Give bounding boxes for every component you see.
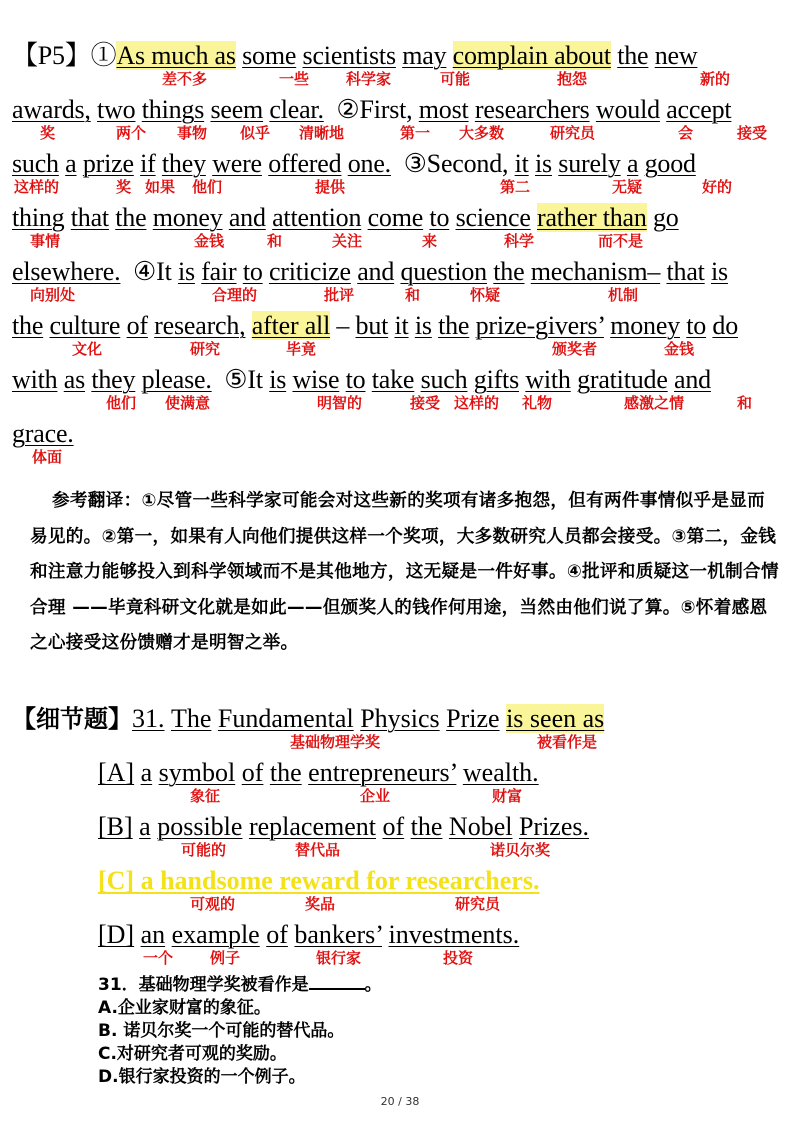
passage-word: ④It bbox=[133, 257, 172, 286]
gloss-annotation: 差不多 bbox=[162, 70, 208, 88]
gloss-annotation: 可能 bbox=[440, 70, 471, 88]
gloss-annotation: 可观的 bbox=[190, 895, 236, 913]
question-word: the bbox=[269, 758, 302, 787]
question-word: [B] bbox=[98, 812, 133, 841]
passage-word: prize bbox=[82, 149, 134, 178]
gloss-annotation: 机制 bbox=[608, 286, 639, 304]
passage-word: accept bbox=[666, 95, 732, 124]
passage-word: the bbox=[115, 203, 147, 232]
gloss-annotation: 被看作是 bbox=[537, 733, 598, 751]
passage-word: gifts bbox=[473, 365, 519, 394]
passage-word: but bbox=[355, 311, 389, 340]
passage-word: new bbox=[654, 41, 698, 70]
passage-english-text bbox=[12, 308, 738, 344]
passage-word: do bbox=[712, 311, 739, 340]
passage-word: seem bbox=[210, 95, 264, 124]
passage-word: were bbox=[212, 149, 262, 178]
passage-word: they bbox=[161, 149, 206, 178]
passage-word: two bbox=[97, 95, 136, 124]
gloss-annotation: 和 bbox=[737, 394, 753, 412]
passage-word: to bbox=[686, 311, 707, 340]
gloss-annotation: 清晰地 bbox=[299, 124, 345, 142]
question-english-text bbox=[98, 755, 539, 791]
gloss-annotation: 明智的 bbox=[317, 394, 363, 412]
passage-word: 【P5】 bbox=[12, 41, 91, 70]
gloss-annotation: 颁奖者 bbox=[552, 340, 598, 358]
passage-word: grace. bbox=[12, 419, 74, 448]
passage-word: with bbox=[525, 365, 571, 394]
translation-label: 参考翻译： bbox=[52, 491, 142, 511]
gloss-annotation: 和 bbox=[405, 286, 421, 304]
gloss-annotation: 和 bbox=[267, 232, 283, 250]
gloss-annotation: 银行家 bbox=[316, 949, 362, 967]
gloss-annotation: 金钱 bbox=[194, 232, 225, 250]
question-word: researchers. bbox=[405, 866, 540, 895]
passage-word: scientists bbox=[302, 41, 396, 70]
passage-word: ③Second, bbox=[403, 149, 509, 178]
passage-word: awards, bbox=[12, 95, 91, 124]
gloss-annotation: 如果 bbox=[145, 178, 176, 196]
question-word: Prizes. bbox=[518, 812, 590, 841]
passage-word: is bbox=[177, 257, 195, 286]
passage-word: gratitude bbox=[577, 365, 668, 394]
gloss-annotation: 关注 bbox=[332, 232, 363, 250]
space bbox=[120, 257, 133, 286]
cn-question-stem bbox=[98, 972, 698, 997]
correct-answer-text bbox=[98, 866, 539, 895]
gloss-annotation: 会 bbox=[678, 124, 694, 142]
passage-line bbox=[12, 362, 790, 416]
gloss-annotation: 事情 bbox=[30, 232, 61, 250]
gloss-annotation: 接受 bbox=[737, 124, 768, 142]
gloss-annotation: 这样的 bbox=[454, 394, 500, 412]
gloss-annotation: 奖品 bbox=[305, 895, 336, 913]
passage-word: as bbox=[63, 365, 86, 394]
gloss-annotation: 他们 bbox=[192, 178, 223, 196]
passage-line bbox=[12, 92, 790, 146]
question-word: a bbox=[140, 758, 153, 787]
passage-word: if bbox=[140, 149, 156, 178]
gloss-annotation: 财富 bbox=[492, 787, 523, 805]
gloss-annotation: 礼物 bbox=[522, 394, 553, 412]
passage-word: that bbox=[666, 257, 705, 286]
gloss-annotation: 无疑 bbox=[612, 178, 643, 196]
reference-translation bbox=[30, 484, 782, 662]
gloss-annotation: 替代品 bbox=[295, 841, 341, 859]
gloss-annotation: 研究 bbox=[190, 340, 221, 358]
gloss-annotation: 科学家 bbox=[346, 70, 392, 88]
question-word: Nobel bbox=[448, 812, 513, 841]
passage-word: question bbox=[400, 257, 487, 286]
passage-word: to bbox=[345, 365, 366, 394]
passage-word: to bbox=[242, 257, 263, 286]
gloss-annotation: 他们 bbox=[106, 394, 137, 412]
page-number: 20 / 38 bbox=[380, 1095, 420, 1108]
space bbox=[212, 365, 225, 394]
passage-word: after all bbox=[251, 311, 331, 340]
passage-word: one. bbox=[347, 149, 391, 178]
passage-word: to bbox=[429, 203, 450, 232]
question-word: Physics bbox=[360, 704, 440, 733]
passage-line bbox=[12, 38, 790, 92]
passage-word: elsewhere. bbox=[12, 257, 121, 286]
passage-word: money bbox=[152, 203, 223, 232]
passage-word: and bbox=[673, 365, 711, 394]
cn-stem-text: 31．基础物理学奖被看作是 bbox=[98, 975, 309, 995]
question-word: handsome bbox=[160, 866, 273, 895]
passage-word: a bbox=[65, 149, 77, 178]
passage-word: is bbox=[414, 311, 432, 340]
question-word: [A] bbox=[98, 758, 135, 787]
passage-word: prize-givers’ bbox=[475, 311, 604, 340]
passage-line bbox=[12, 416, 790, 470]
cn-option-c: C.对研究者可观的奖励。 bbox=[98, 1044, 287, 1064]
passage-word: ① bbox=[90, 41, 117, 70]
gloss-annotation: 使满意 bbox=[165, 394, 211, 412]
passage-word: that bbox=[70, 203, 109, 232]
passage-word: go bbox=[652, 203, 679, 232]
question-type-tag: 【细节题】 bbox=[12, 705, 132, 733]
passage-word: a bbox=[626, 149, 639, 178]
passage-word: they bbox=[91, 365, 136, 394]
cn-option-a: A.企业家财富的象征。 bbox=[98, 998, 271, 1018]
passage-word: thing bbox=[12, 203, 65, 232]
passage-word: science bbox=[455, 203, 531, 232]
question-word: example bbox=[171, 920, 260, 949]
gloss-annotation: 例子 bbox=[210, 949, 241, 967]
cn-option-b: B. 诺贝尔奖一个可能的替代品。 bbox=[98, 1021, 345, 1041]
cn-option-d: D.银行家投资的一个例子。 bbox=[98, 1067, 306, 1087]
question-word: [C] bbox=[98, 866, 135, 895]
gloss-annotation: 新的 bbox=[700, 70, 731, 88]
gloss-annotation: 抱怨 bbox=[557, 70, 588, 88]
gloss-annotation: 企业 bbox=[360, 787, 391, 805]
passage-word: clear. bbox=[269, 95, 324, 124]
gloss-annotation: 基础物理学奖 bbox=[290, 733, 381, 751]
gloss-annotation: 体面 bbox=[32, 448, 63, 466]
passage-word: fair bbox=[201, 257, 237, 286]
question-word: of bbox=[266, 920, 288, 949]
gloss-annotation: 而不是 bbox=[598, 232, 644, 250]
passage-word: researchers bbox=[474, 95, 590, 124]
gloss-annotation: 研究员 bbox=[455, 895, 501, 913]
question-word: reward bbox=[279, 866, 360, 895]
question-word: 31. bbox=[132, 704, 165, 733]
passage-word: complain about bbox=[452, 41, 611, 70]
passage-line bbox=[12, 146, 790, 200]
passage-word: – bbox=[336, 311, 350, 340]
gloss-annotation: 似乎 bbox=[240, 124, 271, 142]
gloss-annotation: 科学 bbox=[504, 232, 535, 250]
space bbox=[446, 41, 452, 70]
chinese-question bbox=[98, 972, 698, 1089]
english-passage bbox=[12, 38, 790, 470]
gloss-annotation: 来 bbox=[422, 232, 438, 250]
passage-word: wise bbox=[292, 365, 340, 394]
passage-word: it bbox=[394, 311, 409, 340]
passage-english-text bbox=[12, 146, 696, 182]
passage-word: culture bbox=[49, 311, 121, 340]
gloss-annotation: 两个 bbox=[116, 124, 147, 142]
question-word: wealth. bbox=[462, 758, 539, 787]
passage-word: attention bbox=[272, 203, 362, 232]
gloss-annotation: 象征 bbox=[190, 787, 221, 805]
gloss-annotation: 怀疑 bbox=[470, 286, 501, 304]
cn-stem-end: 。 bbox=[364, 975, 382, 995]
space bbox=[324, 95, 337, 124]
passage-word: with bbox=[12, 365, 58, 394]
passage-word: may bbox=[402, 41, 447, 70]
passage-line bbox=[12, 200, 790, 254]
gloss-annotation: 批评 bbox=[324, 286, 355, 304]
passage-word: ⑤It bbox=[224, 365, 263, 394]
gloss-annotation: 奖 bbox=[116, 178, 132, 196]
passage-word: the bbox=[12, 311, 44, 340]
passage-word: is bbox=[269, 365, 287, 394]
question-word: is seen as bbox=[506, 704, 605, 733]
question-word: of bbox=[241, 758, 264, 787]
gloss-annotation: 文化 bbox=[72, 340, 103, 358]
gloss-annotation: 诺贝尔奖 bbox=[490, 841, 551, 859]
passage-word: the bbox=[493, 257, 525, 286]
gloss-annotation: 投资 bbox=[443, 949, 474, 967]
gloss-annotation: 毕竟 bbox=[286, 340, 317, 358]
passage-word: such bbox=[420, 365, 468, 394]
passage-word: things bbox=[141, 95, 205, 124]
passage-word: research, bbox=[154, 311, 246, 340]
answer-blank bbox=[309, 972, 365, 990]
question-word: The bbox=[171, 704, 212, 733]
question-word: replacement bbox=[248, 812, 376, 841]
gloss-annotation: 第一 bbox=[400, 124, 431, 142]
passage-word: some bbox=[242, 41, 297, 70]
passage-word: would bbox=[595, 95, 660, 124]
passage-word: offered bbox=[268, 149, 342, 178]
passage-word: mechanism– bbox=[530, 257, 661, 286]
space bbox=[245, 311, 251, 340]
question-word: investments. bbox=[388, 920, 520, 949]
question-word: symbol bbox=[158, 758, 236, 787]
passage-word: ②First, bbox=[336, 95, 413, 124]
gloss-annotation: 向别处 bbox=[30, 286, 76, 304]
passage-word: good bbox=[644, 149, 696, 178]
passage-word: the bbox=[617, 41, 649, 70]
option-text bbox=[98, 920, 519, 949]
question-word: [D] bbox=[98, 920, 135, 949]
gloss-annotation: 大多数 bbox=[459, 124, 505, 142]
passage-word: rather than bbox=[536, 203, 647, 232]
passage-word: please. bbox=[141, 365, 212, 394]
gloss-annotation: 合理的 bbox=[212, 286, 258, 304]
gloss-annotation: 一些 bbox=[279, 70, 310, 88]
gloss-annotation: 感激之情 bbox=[624, 394, 685, 412]
passage-word: most bbox=[418, 95, 469, 124]
passage-line bbox=[12, 254, 790, 308]
passage-word: it bbox=[514, 149, 529, 178]
option-text bbox=[98, 812, 589, 841]
question-word: for bbox=[366, 866, 399, 895]
passage-word: money bbox=[610, 311, 680, 340]
question-word: possible bbox=[157, 812, 243, 841]
gloss-annotation: 研究员 bbox=[550, 124, 596, 142]
question-word: the bbox=[410, 812, 443, 841]
passage-word: surely bbox=[558, 149, 621, 178]
gloss-annotation: 可能的 bbox=[181, 841, 227, 859]
gloss-annotation: 事物 bbox=[177, 124, 208, 142]
gloss-annotation: 第二 bbox=[500, 178, 531, 196]
passage-word: and bbox=[357, 257, 395, 286]
passage-word: is bbox=[711, 257, 728, 286]
question-word: entrepreneurs’ bbox=[308, 758, 457, 787]
passage-word: As much as bbox=[116, 41, 236, 70]
option-text bbox=[98, 758, 539, 787]
passage-word: such bbox=[12, 149, 59, 178]
passage-word: and bbox=[228, 203, 266, 232]
option-text bbox=[132, 704, 604, 733]
gloss-annotation: 奖 bbox=[40, 124, 56, 142]
passage-line bbox=[12, 308, 790, 362]
question-word: Prize bbox=[446, 704, 500, 733]
gloss-annotation: 这样的 bbox=[14, 178, 60, 196]
gloss-annotation: 一个 bbox=[143, 949, 174, 967]
question-word: bankers’ bbox=[294, 920, 382, 949]
passage-word: criticize bbox=[268, 257, 351, 286]
question-word: an bbox=[140, 920, 166, 949]
question-word: Fundamental bbox=[217, 704, 354, 733]
passage-word: of bbox=[126, 311, 148, 340]
gloss-annotation: 好的 bbox=[702, 178, 733, 196]
passage-word: come bbox=[367, 203, 424, 232]
translation-text: ①尽管一些科学家可能会对这些新的奖项有诸多抱怨，但有两件事情似乎是显而易见的。②第一，如果有人向他们提供这样一个奖项，大多数研究人员都会接受。③第二，金钱和注意力能够投入到科学领域而不是其他地方，这无疑是一件好事。④批评和质疑这一机制合情合理 ——毕竟科研文化就是如此——但颁奖人的钱作何用途，当然由他们说了算。⑤怀着感恩之心接受这份馈赠才是明智之举。 bbox=[30, 491, 779, 653]
question-word: a bbox=[139, 812, 151, 841]
question-word: a bbox=[140, 866, 154, 895]
gloss-annotation: 接受 bbox=[410, 394, 441, 412]
passage-word: take bbox=[371, 365, 415, 394]
gloss-annotation: 金钱 bbox=[664, 340, 695, 358]
question-word: of bbox=[382, 812, 405, 841]
passage-word: the bbox=[438, 311, 470, 340]
space bbox=[391, 149, 404, 178]
gloss-annotation: 提供 bbox=[315, 178, 346, 196]
passage-word: is bbox=[535, 149, 552, 178]
